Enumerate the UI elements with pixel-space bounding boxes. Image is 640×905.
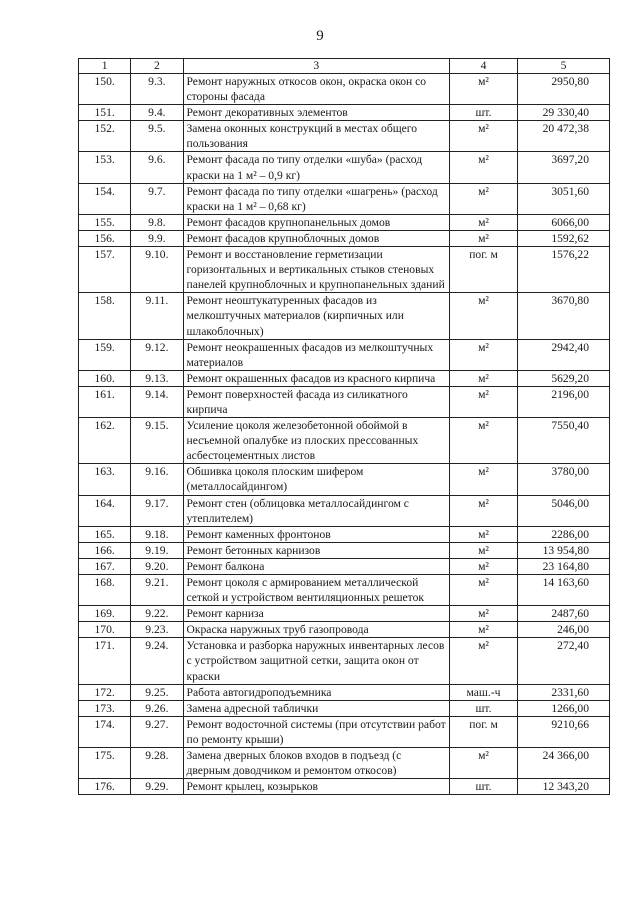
unit-cell: м² [450,464,518,495]
unit-cell: м² [450,495,518,526]
price-cell: 9210,66 [517,716,609,747]
item-code-cell: 9.29. [131,779,183,795]
item-code-cell: 9.5. [131,121,183,152]
price-cell: 2331,60 [517,684,609,700]
table-row [79,339,610,370]
description-cell: Ремонт фасада по типу отделки «шуба» (расход краски на 1 м² – 0,9 кг) [183,152,450,183]
description-cell: Ремонт каменных фронтонов [183,526,450,542]
row-number-cell: 154. [79,183,131,214]
table-row [79,575,610,606]
price-cell: 1576,22 [517,247,609,293]
price-cell: 5629,20 [517,370,609,386]
table-row [79,606,610,622]
table-header-row [79,59,610,74]
row-number-cell: 162. [79,418,131,464]
row-number-cell: 151. [79,105,131,121]
table-row [79,495,610,526]
unit-cell: м² [450,575,518,606]
item-code-cell: 9.10. [131,247,183,293]
description-cell: Ремонт балкона [183,558,450,574]
item-code-cell: 9.22. [131,606,183,622]
column-header-3: 3 [183,59,450,74]
unit-cell: шт. [450,700,518,716]
unit-cell: м² [450,152,518,183]
column-header-1: 1 [79,59,131,74]
price-cell: 6066,00 [517,214,609,230]
unit-cell: м² [450,748,518,779]
item-code-cell: 9.27. [131,716,183,747]
description-cell: Ремонт неоштукатуренных фасадов из мелкоштучных материалов (кирпичных или шлакоблочных) [183,293,450,339]
description-cell: Ремонт цоколя с армированием металлической сеткой и устройством вентиляционных решеток [183,575,450,606]
table-row [79,779,610,795]
price-cell: 246,00 [517,622,609,638]
item-code-cell: 9.18. [131,526,183,542]
price-cell: 3780,00 [517,464,609,495]
unit-cell: м² [450,214,518,230]
item-code-cell: 9.7. [131,183,183,214]
row-number-cell: 159. [79,339,131,370]
table-body [79,74,610,795]
item-code-cell: 9.3. [131,74,183,105]
description-cell: Обшивка цоколя плоским шифером (металлосайдингом) [183,464,450,495]
description-cell: Ремонт бетонных карнизов [183,542,450,558]
description-cell: Ремонт крылец, козырьков [183,779,450,795]
table-row [79,748,610,779]
row-number-cell: 156. [79,230,131,246]
table-row [79,214,610,230]
unit-cell: маш.-ч [450,684,518,700]
price-cell: 272,40 [517,638,609,684]
table-row [79,370,610,386]
column-header-5: 5 [517,59,609,74]
item-code-cell: 9.26. [131,700,183,716]
table-row [79,464,610,495]
row-number-cell: 150. [79,74,131,105]
row-number-cell: 153. [79,152,131,183]
unit-cell: шт. [450,105,518,121]
table-row [79,247,610,293]
item-code-cell: 9.28. [131,748,183,779]
row-number-cell: 158. [79,293,131,339]
row-number-cell: 155. [79,214,131,230]
description-cell: Ремонт стен (облицовка металлосайдингом с утеплителем) [183,495,450,526]
rates-table [78,58,610,795]
table-row [79,418,610,464]
description-cell: Ремонт фасада по типу отделки «шагрень» (расход краски на 1 м² – 0,68 кг) [183,183,450,214]
unit-cell: пог. м [450,247,518,293]
page-number: 9 [316,28,324,44]
row-number-cell: 168. [79,575,131,606]
unit-cell: пог. м [450,716,518,747]
unit-cell: м² [450,339,518,370]
unit-cell: м² [450,606,518,622]
item-code-cell: 9.13. [131,370,183,386]
description-cell: Ремонт фасадов крупнопанельных домов [183,214,450,230]
row-number-cell: 171. [79,638,131,684]
row-number-cell: 167. [79,558,131,574]
item-code-cell: 9.19. [131,542,183,558]
description-cell: Ремонт фасадов крупноблочных домов [183,230,450,246]
item-code-cell: 9.11. [131,293,183,339]
table-row [79,622,610,638]
column-header-4: 4 [450,59,518,74]
table-row [79,700,610,716]
description-cell: Ремонт декоративных элементов [183,105,450,121]
item-code-cell: 9.8. [131,214,183,230]
unit-cell: м² [450,558,518,574]
table-row [79,542,610,558]
row-number-cell: 157. [79,247,131,293]
description-cell: Работа автогидроподъемника [183,684,450,700]
item-code-cell: 9.25. [131,684,183,700]
table-row [79,183,610,214]
table-row [79,716,610,747]
row-number-cell: 161. [79,386,131,417]
unit-cell: м² [450,183,518,214]
price-cell: 12 343,20 [517,779,609,795]
table-row [79,526,610,542]
description-cell: Окраска наружных труб газопровода [183,622,450,638]
row-number-cell: 166. [79,542,131,558]
price-cell: 2487,60 [517,606,609,622]
table-row [79,293,610,339]
description-cell: Замена адресной таблички [183,700,450,716]
row-number-cell: 175. [79,748,131,779]
table-row [79,74,610,105]
unit-cell: м² [450,370,518,386]
price-cell: 1266,00 [517,700,609,716]
row-number-cell: 169. [79,606,131,622]
description-cell: Установка и разборка наружных инвентарных лесов с устройством защитной сетки, защита окон от краски [183,638,450,684]
table-row [79,230,610,246]
description-cell: Ремонт неокрашенных фасадов из мелкоштучных материалов [183,339,450,370]
description-cell: Усиление цоколя железобетонной обоймой в несъемной опалубке из плоских прессованных асбестоцементных листов [183,418,450,464]
description-cell: Ремонт окрашенных фасадов из красного кирпича [183,370,450,386]
price-cell: 1592,62 [517,230,609,246]
row-number-cell: 170. [79,622,131,638]
price-cell: 13 954,80 [517,542,609,558]
description-cell: Ремонт карниза [183,606,450,622]
row-number-cell: 173. [79,700,131,716]
row-number-cell: 152. [79,121,131,152]
price-cell: 23 164,80 [517,558,609,574]
table-row [79,638,610,684]
unit-cell: шт. [450,779,518,795]
table-row [79,152,610,183]
item-code-cell: 9.6. [131,152,183,183]
unit-cell: м² [450,638,518,684]
unit-cell: м² [450,622,518,638]
description-cell: Замена дверных блоков входов в подъезд (с дверным доводчиком и ремонтом откосов) [183,748,450,779]
unit-cell: м² [450,74,518,105]
price-cell: 2286,00 [517,526,609,542]
description-cell: Ремонт поверхностей фасада из силикатного кирпича [183,386,450,417]
price-cell: 5046,00 [517,495,609,526]
price-cell: 2942,40 [517,339,609,370]
price-cell: 2950,80 [517,74,609,105]
price-cell: 2196,00 [517,386,609,417]
item-code-cell: 9.9. [131,230,183,246]
price-cell: 24 366,00 [517,748,609,779]
row-number-cell: 165. [79,526,131,542]
description-cell: Ремонт и восстановление герметизации горизонтальных и вертикальных стыков стеновых панелей крупноблочных и крупнопанельных зданий [183,247,450,293]
price-cell: 3051,60 [517,183,609,214]
column-header-2: 2 [131,59,183,74]
price-cell: 3697,20 [517,152,609,183]
item-code-cell: 9.24. [131,638,183,684]
row-number-cell: 160. [79,370,131,386]
unit-cell: м² [450,121,518,152]
unit-cell: м² [450,418,518,464]
table-row [79,386,610,417]
description-cell: Ремонт наружных откосов окон, окраска окон со стороны фасада [183,74,450,105]
unit-cell: м² [450,386,518,417]
table-row [79,558,610,574]
item-code-cell: 9.20. [131,558,183,574]
unit-cell: м² [450,293,518,339]
item-code-cell: 9.21. [131,575,183,606]
row-number-cell: 176. [79,779,131,795]
item-code-cell: 9.12. [131,339,183,370]
description-cell: Ремонт водосточной системы (при отсутствии работ по ремонту крыши) [183,716,450,747]
price-cell: 14 163,60 [517,575,609,606]
price-cell: 29 330,40 [517,105,609,121]
unit-cell: м² [450,526,518,542]
row-number-cell: 174. [79,716,131,747]
price-cell: 20 472,38 [517,121,609,152]
description-cell: Замена оконных конструкций в местах общего пользования [183,121,450,152]
table-row [79,684,610,700]
item-code-cell: 9.16. [131,464,183,495]
unit-cell: м² [450,230,518,246]
price-cell: 7550,40 [517,418,609,464]
item-code-cell: 9.23. [131,622,183,638]
unit-cell: м² [450,542,518,558]
table-row [79,105,610,121]
item-code-cell: 9.15. [131,418,183,464]
item-code-cell: 9.17. [131,495,183,526]
row-number-cell: 163. [79,464,131,495]
price-cell: 3670,80 [517,293,609,339]
row-number-cell: 164. [79,495,131,526]
row-number-cell: 172. [79,684,131,700]
table-row [79,121,610,152]
item-code-cell: 9.4. [131,105,183,121]
item-code-cell: 9.14. [131,386,183,417]
